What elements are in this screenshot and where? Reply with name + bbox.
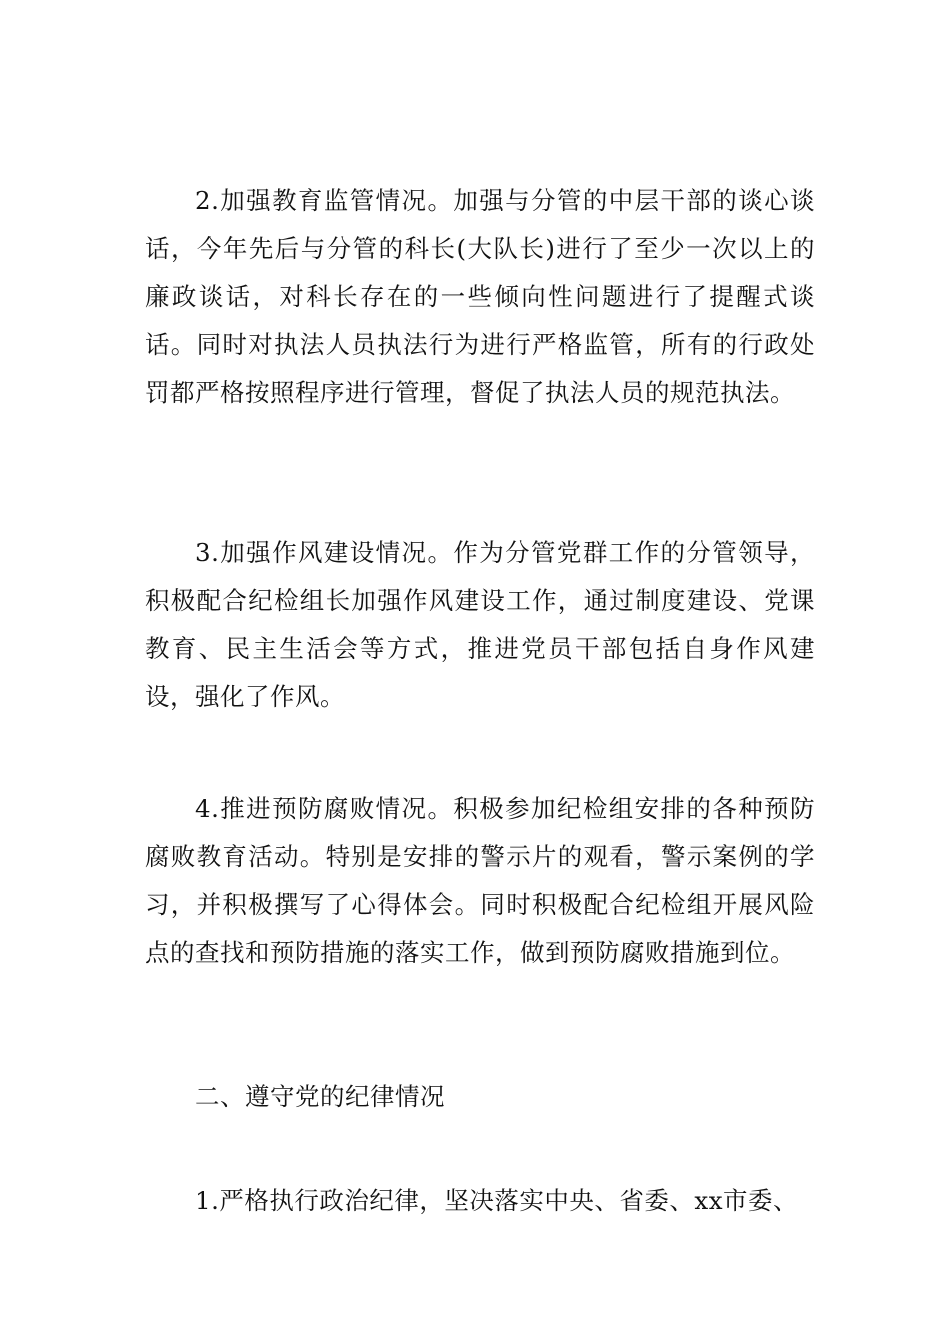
paragraph-work-style: 3.加强作风建设情况。作为分管党群工作的分管领导，积极配合纪检组长加强作风建设工作，通过制度建设、党课教育、民主生活会等方式，推进党员干部包括自身作风建设，强化了作风。 — [145, 538, 815, 711]
paragraph-corruption-prevention: 4.推进预防腐败情况。积极参加纪检组安排的各种预防腐败教育活动。特别是安排的警示片的观看，警示案例的学习，并积极撰写了心得体会。同时积极配合纪检组开展风险点的查找和预防措施的落实工作，做到预防腐败措施到位。 — [145, 794, 815, 967]
section-heading: 二、遵守党的纪律情况 — [195, 1082, 445, 1111]
paragraph-education-supervision: 2.加强教育监管情况。加强与分管的中层干部的谈心谈话，今年先后与分管的科长(大队长)进行了至少一次以上的廉政谈话，对科长存在的一些倾向性问题进行了提醒式谈话。同时对执法人员执法行为进行严格监管，所有的行政处罚都严格按照程序进行管理，督促了执法人员的规范执法。 — [145, 186, 815, 407]
paragraph-political-discipline: 1.严格执行政治纪律，坚决落实中央、省委、xx市委、 — [195, 1186, 799, 1215]
